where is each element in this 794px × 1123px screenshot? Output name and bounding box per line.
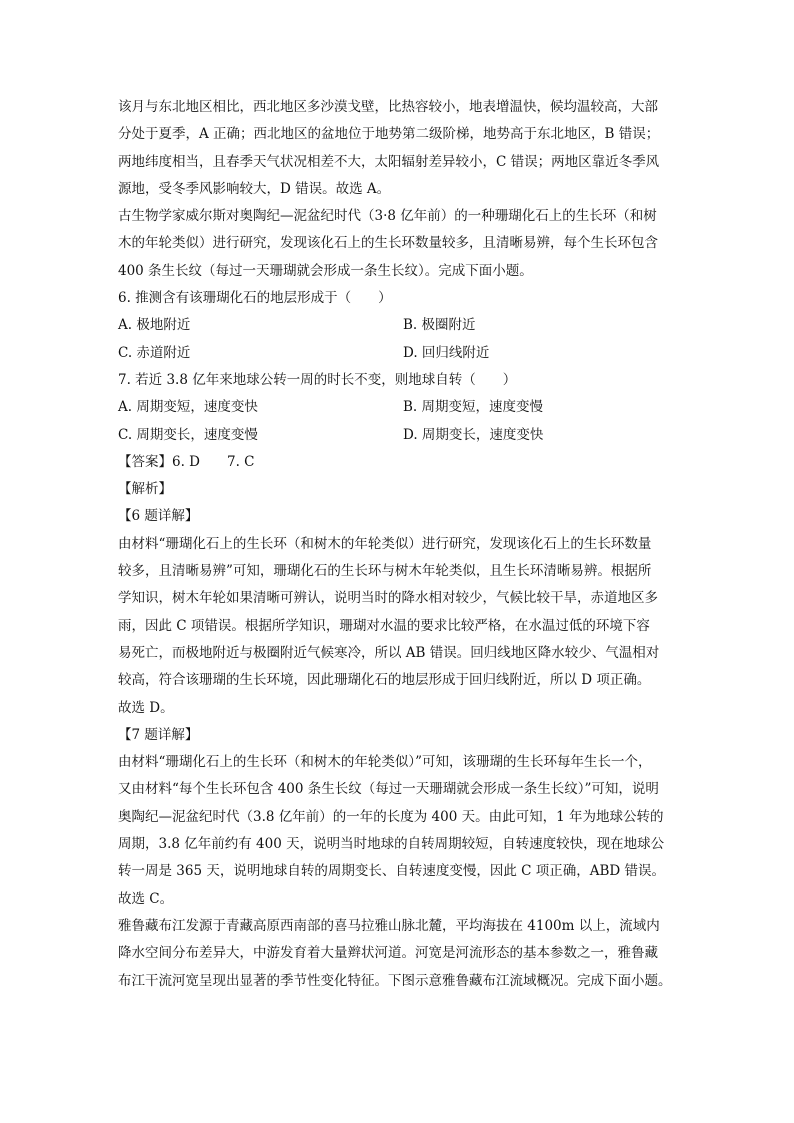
detail-7-paragraph <box>118 749 680 913</box>
text-line: 400 条生长纹（每过一天珊瑚就会形成一条生长纹）。完成下面小题。 <box>118 262 533 279</box>
text-line: 转一周是 365 天，说明地球自转的周期变长、自转速度变慢，因此 C 项正确，ABD 错误。 <box>118 863 666 880</box>
option-a: A. 周期变短，速度变快 <box>118 399 258 416</box>
question-stem: 6. 推测含有该珊瑚化石的地层形成于（ ） <box>118 290 392 307</box>
option-c: C. 周期变长，速度变慢 <box>118 426 258 443</box>
text-line: 木的年轮类似）进行研究，发现该化石上的生长环数量较多，且清晰易辨，每个生长环包含 <box>118 235 658 252</box>
text-line: 由材料“珊瑚化石上的生长环（和树木的年轮类似）进行研究，发现该化石上的生长环数量 <box>118 535 652 552</box>
text-line: 故选 C。 <box>118 890 174 907</box>
option-b: B. 极圈附近 <box>403 317 476 334</box>
text-line: 源地，受冬季风影响较大，D 错误。故选 A。 <box>118 180 391 197</box>
text-line: 分处于夏季，A 正确；西北地区的盆地位于地势第二级阶梯，地势高于东北地区，B 错误； <box>118 126 660 143</box>
option-d: D. 周期变长，速度变快 <box>403 426 544 443</box>
text-line: 较多，且清晰易辨”可知，珊瑚化石的生长环与树木年轮类似，且生长环清晰易辨。根据所 <box>118 563 652 580</box>
detail-6-paragraph <box>118 531 680 722</box>
analysis-label: 【解析】 <box>118 481 172 498</box>
material-paragraph-yarlung <box>118 913 680 995</box>
text-line: 由材料“珊瑚化石上的生长环（和树木的年轮类似）”可知，该珊瑚的生长环每年生长一个， <box>118 754 652 771</box>
option-row <box>118 422 680 449</box>
text-line: 较高，符合该珊瑚的生长环境，因此珊瑚化石的地层形成于回归线附近，所以 D 项正确。 <box>118 672 651 689</box>
intro-paragraph <box>118 94 680 203</box>
material-paragraph-coral <box>118 203 680 285</box>
text-line: 易死亡，而极地附近与极圈附近气候寒冷，所以 AB 错误。回归线地区降水较少、气温相对 <box>118 644 660 661</box>
detail-6-label: 【6 题详解】 <box>118 508 199 525</box>
text-line: 学知识，树木年轮如果清晰可辨认，说明当时的降水相对较少，气候比较干旱，赤道地区多 <box>118 590 658 607</box>
option-row <box>118 394 680 421</box>
detail-7-label: 【7 题详解】 <box>118 726 199 743</box>
question-stem: 7. 若近 3.8 亿年来地球公转一周的时长不变，则地球自转（ ） <box>118 371 517 388</box>
answer-line: 【答案】6. D 7. C <box>118 453 255 470</box>
text-line: 布江干流河宽呈现出显著的季节性变化特征。下图示意雅鲁藏布江流域概况。完成下面小题。 <box>118 972 672 989</box>
text-line: 降水空间分布差异大，中游发育着大量辫状河道。河宽是河流形态的基本参数之一，雅鲁藏 <box>118 945 658 962</box>
text-line: 周期，3.8 亿年前约有 400 天，说明当时地球的自转周期较短，自转速度较快，现在地球公 <box>118 836 665 853</box>
text-line: 两地纬度相当，且春季天气状况相差不大，太阳辐射差异较小，C 错误；两地区靠近冬季风 <box>118 153 660 170</box>
option-row <box>118 312 680 339</box>
text-line: 雅鲁藏布江发源于青藏高原西南部的喜马拉雅山脉北麓，平均海拔在 4100m 以上，流域内 <box>118 917 660 934</box>
option-b: B. 周期变短，速度变慢 <box>403 399 544 416</box>
text-line: 该月与东北地区相比，西北地区多沙漠戈壁，比热容较小，地表增温快，候均温较高，大部 <box>118 99 658 115</box>
option-c: C. 赤道附近 <box>118 344 191 361</box>
text-line: 又由材料“每个生长环包含 400 条生长纹（每过一天珊瑚就会形成一条生长纹）”可知，说明 <box>118 781 659 798</box>
text-line: 雨，因此 C 项错误。根据所学知识，珊瑚对水温的要求比较严格，在水温过低的环境下容 <box>118 617 650 634</box>
text-line: 古生物学家威尔斯对奥陶纪—泥盆纪时代（3·8 亿年前）的一种珊瑚化石上的生长环（和树 <box>118 208 657 225</box>
option-a: A. 极地附近 <box>118 317 191 334</box>
question-7 <box>118 367 680 449</box>
text-line: 故选 D。 <box>118 699 174 716</box>
question-6 <box>118 285 680 367</box>
option-row <box>118 340 680 367</box>
option-d: D. 回归线附近 <box>403 344 490 361</box>
document-page <box>118 94 680 995</box>
text-line: 奥陶纪—泥盆纪时代（3.8 亿年前）的一年的长度为 400 天。由此可知，1 年为地球公转的 <box>118 808 664 825</box>
